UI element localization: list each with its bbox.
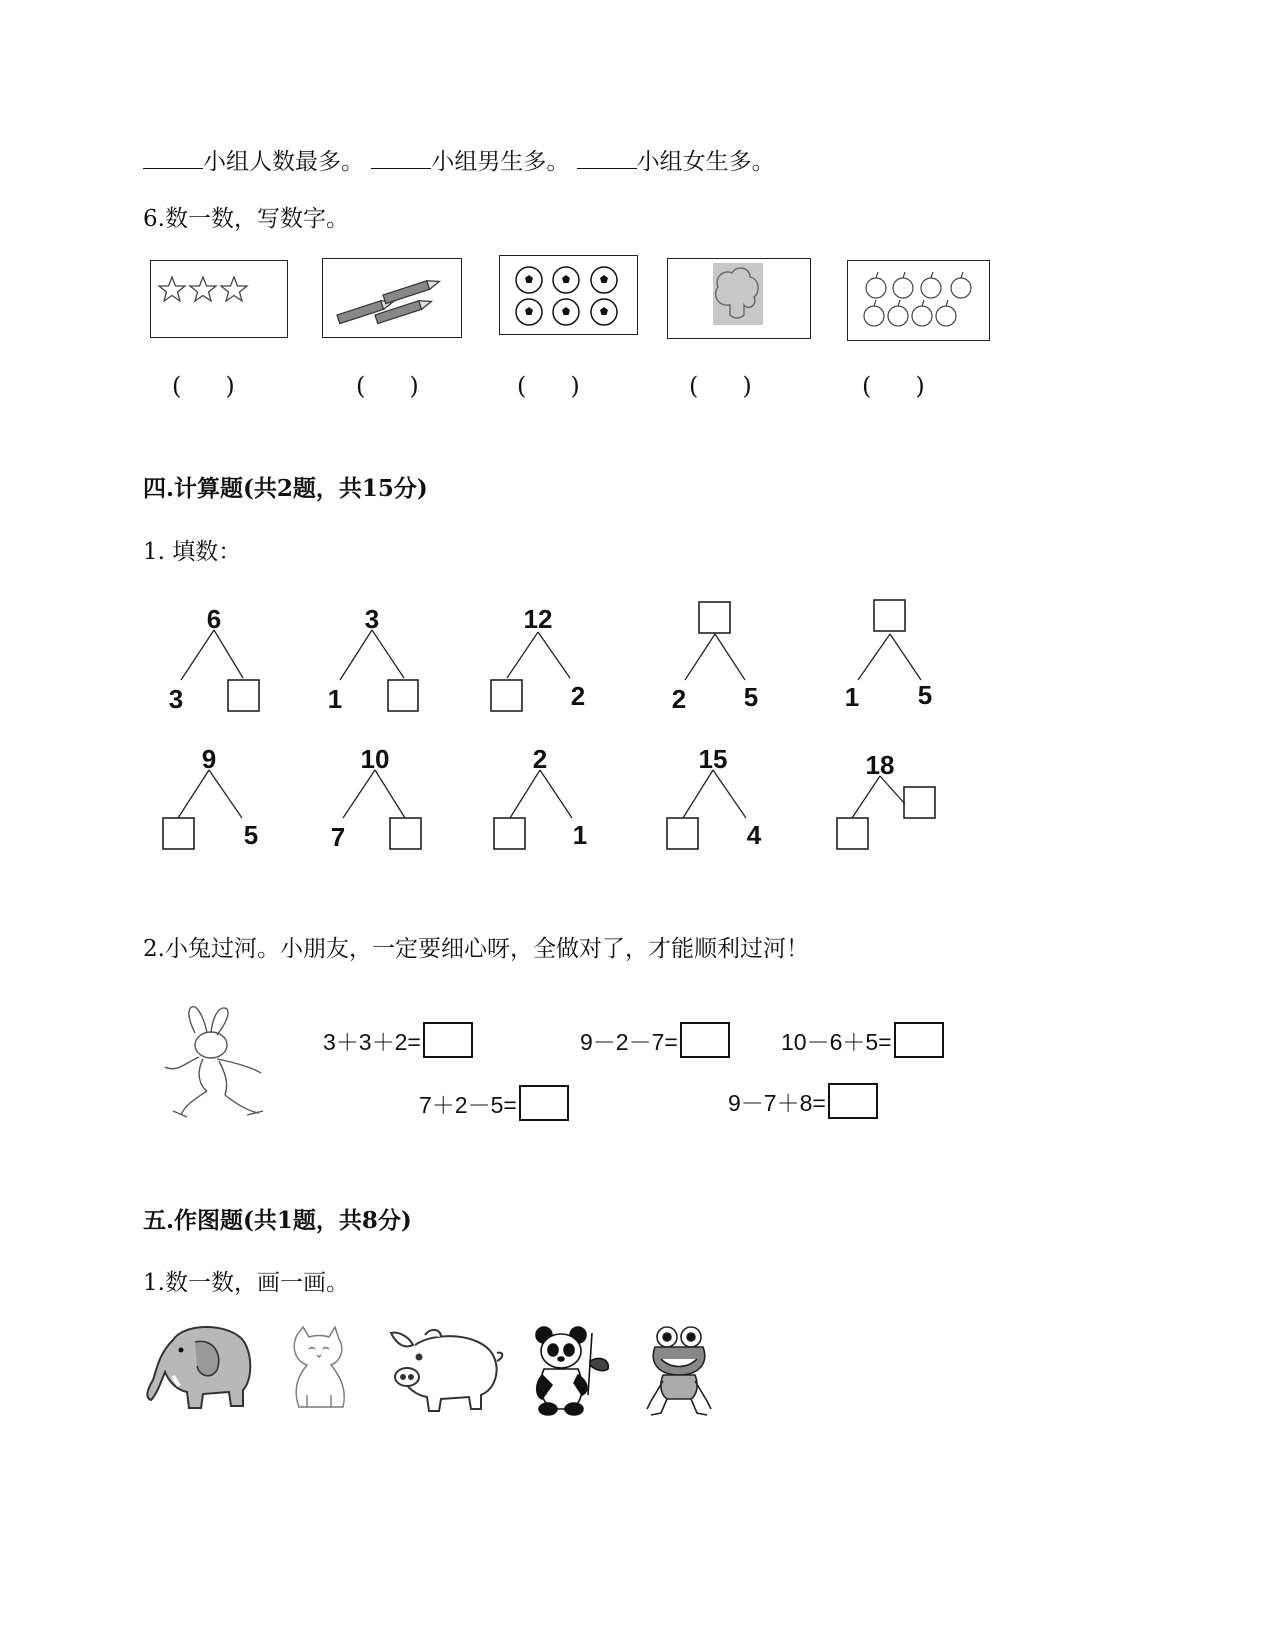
q5-part1: 小组人数最多。: [203, 149, 364, 175]
answer-parens[interactable]: ( ): [172, 372, 235, 400]
answer-box[interactable]: [874, 600, 905, 631]
section5-title: 五.作图题(共1题，共8分): [143, 1207, 412, 1234]
star-icon: [151, 261, 287, 337]
answer-box[interactable]: [228, 680, 259, 711]
answer-box[interactable]: [163, 818, 194, 849]
answer-box[interactable]: [667, 818, 698, 849]
frog-icon: [645, 1323, 715, 1418]
soccer-ball-icon: [500, 256, 637, 334]
tree-top: 15: [698, 744, 728, 774]
tree-top: 6: [206, 604, 222, 634]
tree-top: 2: [532, 744, 548, 774]
answer-box[interactable]: [388, 680, 418, 711]
q6-title: 6.数一数，写数字。: [143, 206, 349, 232]
answer-parens[interactable]: ( ): [517, 372, 580, 400]
elephant-icon: [143, 1320, 258, 1415]
number-bond-trees: [0, 590, 1275, 870]
tree-top: 18: [865, 750, 895, 780]
stars-box: [150, 260, 288, 338]
pencil-icon: [323, 259, 461, 337]
answer-blank[interactable]: [577, 146, 637, 169]
s5-q1-title: 1.数一数，画一画。: [143, 1270, 349, 1296]
answer-box[interactable]: [491, 680, 522, 711]
equation: 9－7＋8=: [728, 1083, 878, 1119]
tree-left: 2: [671, 684, 687, 714]
tree-top: 12: [523, 604, 553, 634]
answer-parens[interactable]: ( ): [356, 372, 419, 400]
s4-q2-title: 2.小兔过河。小朋友，一定要细心呀，全做对了，才能顺利过河！: [143, 936, 809, 962]
tree-right: 4: [746, 820, 762, 850]
tree-top: 10: [360, 744, 390, 774]
answer-box[interactable]: [519, 1085, 569, 1121]
apples-box: [847, 260, 990, 341]
tree-left: 3: [168, 684, 184, 714]
pig-icon: [385, 1325, 505, 1415]
answer-box[interactable]: [680, 1022, 730, 1058]
tree-right: 5: [743, 682, 759, 712]
tree-left: 7: [330, 822, 346, 852]
answer-blank[interactable]: [371, 146, 431, 169]
tree-left: 1: [844, 682, 860, 712]
section4-title: 四.计算题(共2题，共15分): [143, 475, 428, 502]
equation: 10－6＋5=: [781, 1022, 944, 1058]
panda-icon: [532, 1325, 617, 1417]
rabbit-icon: [155, 1003, 275, 1121]
answer-parens[interactable]: ( ): [689, 372, 752, 400]
s4-q1-title: 1. 填数：: [143, 539, 242, 565]
answer-box[interactable]: [699, 602, 730, 633]
tree-right: 1: [572, 820, 588, 850]
answer-box[interactable]: [390, 818, 421, 849]
answer-box[interactable]: [423, 1022, 473, 1058]
tree-right: 5: [243, 820, 259, 850]
tree-top: 9: [201, 744, 217, 774]
tree-left: 1: [327, 684, 343, 714]
q5-part3: 小组女生多。: [636, 149, 775, 175]
answer-blank[interactable]: [143, 146, 203, 169]
tree-top: 3: [364, 604, 380, 634]
equation: 9－2－7=: [580, 1022, 730, 1058]
pencils-box: [322, 258, 462, 338]
answer-box[interactable]: [494, 818, 525, 849]
q5-answer-line: [143, 143, 775, 176]
equation: 3＋3＋2=: [323, 1022, 473, 1058]
equation: 7＋2－5=: [419, 1085, 569, 1121]
tree-right: 2: [570, 681, 586, 711]
answer-parens[interactable]: ( ): [862, 372, 925, 400]
answer-box[interactable]: [904, 787, 935, 818]
apple-icon: [848, 261, 989, 340]
tree-right: 5: [917, 680, 933, 710]
answer-box[interactable]: [828, 1083, 878, 1119]
answer-box[interactable]: [894, 1022, 944, 1058]
balls-box: [499, 255, 638, 335]
answer-box[interactable]: [837, 818, 868, 849]
cat-icon: [285, 1325, 355, 1415]
tree-icon: [668, 259, 810, 338]
tree-box: [667, 258, 811, 339]
q5-part2: 小组男生多。: [431, 149, 570, 175]
